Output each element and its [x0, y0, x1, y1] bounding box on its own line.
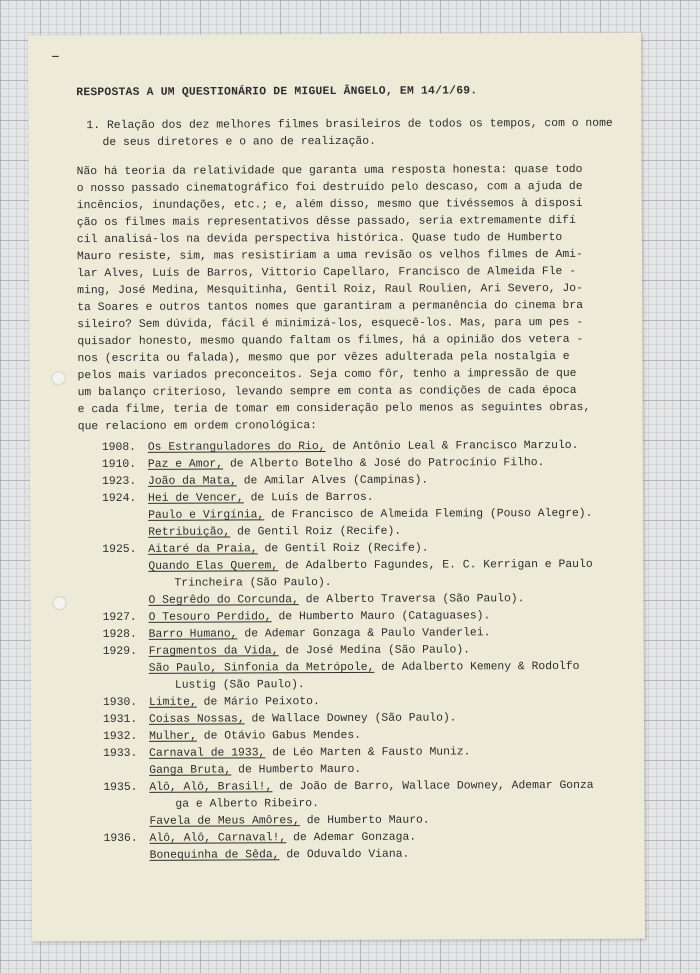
film-year: 1908.: [101, 441, 137, 455]
film-title: Bonequinha de Sêda,: [149, 849, 280, 862]
film-credit: de Francisco de Almeida Fleming (Pouso Alegre).: [264, 507, 593, 522]
film-title: Alô, Alô, Carnaval!,: [149, 832, 287, 845]
paragraph-line: sileiro? Sem dúvida, fácil é minimizá-los, esquecê-los. Mas, para um pes -: [77, 316, 584, 332]
film-credit: de Antônio Leal & Francisco Marzulo.: [325, 439, 579, 454]
film-credit: de João de Barro, Wallace Downey, Ademar Gonza: [272, 779, 594, 794]
paragraph-line: nos (escrita ou falada), mesmo que por vêzes adulterada pela nostalgia e: [77, 350, 570, 366]
film-year: [79, 763, 149, 780]
film-title: Os Estranguladores do Rio,: [147, 441, 326, 454]
film-year: 1910.: [101, 458, 137, 472]
film-credit: de Oduvaldo Viana.: [279, 848, 410, 862]
film-credit: de Léo Marten & Fausto Muniz.: [265, 746, 471, 760]
film-title: Barro Humano,: [148, 628, 238, 641]
film-year: 1927.: [102, 611, 137, 625]
film-year: 1930.: [102, 696, 138, 710]
film-year: [78, 525, 148, 542]
paragraph-line: Não há teoria da relatividade que garanta uma resposta honesta: quase todo: [76, 163, 583, 179]
film-year: [80, 848, 150, 865]
paragraph-line: pelos mais variados preconceitos. Seja como fôr, tenho a impressão de que: [77, 367, 577, 383]
film-credit-continued: Lustig (São Paulo).: [174, 679, 305, 692]
film-credit-continued: ga e Alberto Ribeiro.: [175, 798, 319, 811]
film-year: 1935.: [103, 781, 138, 795]
film-entry: [79, 659, 624, 695]
film-credit: de Alberto Traversa (São Paulo).: [298, 593, 525, 607]
film-year: 1932.: [103, 730, 138, 744]
film-credit: de Humberto Mauro.: [231, 763, 362, 777]
film-title: São Paulo, Sinfonia da Metrópole,: [148, 661, 375, 675]
paragraph-line: que relaciono em ordem cronológica:: [77, 420, 318, 434]
film-title: Favela de Meus Amôres,: [149, 815, 300, 828]
document-text: [76, 83, 624, 877]
film-entry: [79, 778, 624, 814]
film-title: Alô, Alô, Brasil!,: [149, 781, 273, 794]
film-credit: de Wallace Downey (São Paulo).: [244, 712, 457, 726]
film-credit: de Gentil Roiz (Recife).: [257, 542, 429, 556]
film-year: 1923.: [101, 475, 137, 489]
film-year: 1936.: [103, 832, 138, 846]
punch-hole: [52, 596, 66, 610]
film-year: 1928.: [102, 628, 137, 642]
document-page: [28, 33, 645, 942]
paragraph-line: o nosso passado cinematográfico foi destruído pelo descaso, com a ajuda de: [76, 180, 583, 196]
film-entry: [78, 557, 623, 593]
film-entry: [80, 846, 625, 865]
film-credit: de Adalberto Kemeny & Rodolfo: [374, 660, 580, 674]
film-year: [79, 814, 149, 831]
film-credit: de Ademar Gonzaga.: [286, 831, 417, 845]
film-credit: de Humberto Mauro (Cataguases).: [271, 610, 491, 624]
paragraph-line: lar Alves, Luís de Barros, Vittorio Capellaro, Francisco de Almeida Fle -: [77, 265, 577, 281]
film-title: Hei de Vencer,: [148, 492, 244, 505]
film-year: [78, 559, 148, 593]
paragraph-line: incêncios, inundações, etc.; e, além disso, mesmo que tivéssemos à disposi: [76, 197, 583, 213]
film-title: Quando Elas Querem,: [148, 560, 279, 573]
film-credit: de Adalberto Fagundes, E. C. Kerrigan e Paulo: [278, 558, 593, 573]
film-year: 1931.: [102, 713, 138, 727]
film-title: Carnaval de 1933,: [149, 747, 266, 760]
film-title: João da Mata,: [147, 475, 237, 488]
paragraph-line: e cada filme, teria de tomar em consideração pelo menos as seguintes obras,: [77, 401, 591, 417]
film-credit: de Humberto Mauro.: [299, 814, 430, 828]
paragraph-line: ta Soares e outros tantos nomes que garantiram a permanência do cinema bra: [77, 299, 584, 315]
film-title: Fragmentos da Vida,: [148, 645, 279, 658]
film-title: Ganga Bruta,: [149, 764, 232, 777]
film-credit: de Luís de Barros.: [243, 491, 374, 505]
film-title: Limite,: [148, 696, 197, 709]
paragraph-line: um balanço criterioso, levando sempre em conta as condições de cada época: [77, 384, 577, 400]
paragraph-line: quisador honesto, mesmo quando faltam os filmes, há a opinião dos vetera -: [77, 333, 584, 349]
film-year: 1933.: [103, 747, 138, 761]
film-credit: de Mário Peixoto.: [196, 696, 320, 709]
paragraph-line: cil analisá-los na devida perspectiva histórica. Quase tudo de Humberto: [76, 232, 563, 247]
film-year: 1924.: [102, 492, 137, 506]
film-year: [79, 661, 149, 695]
question-1: 1. Relação dos dez melhores filmes brasileiros de todos os tempos, com o nome de seus diretores e o ano de realização.: [86, 117, 613, 150]
film-title: O Segrêdo do Corcunda,: [148, 594, 299, 607]
paragraph-line: ção os filmes mais representativos dêsse passado, seria extremamente difí: [76, 214, 576, 230]
film-year: [78, 593, 148, 610]
punch-hole: [51, 371, 65, 385]
film-title: Retribuição,: [148, 526, 231, 539]
film-title: O Tesouro Perdido,: [148, 611, 272, 624]
film-title: Paz e Amor,: [147, 458, 224, 471]
answer-paragraph: [77, 162, 623, 436]
film-credit: de Gentil Roiz (Recife).: [230, 525, 402, 539]
film-title: Paulo e Virgínia,: [148, 509, 265, 522]
paragraph-line: Mauro resiste, sim, mas resistiriam a uma revisão os velhos filmes de Ami-: [76, 248, 583, 264]
film-credit: de Amilar Alves (Campinas).: [236, 474, 429, 488]
film-title: Coisas Nossas,: [148, 713, 245, 726]
film-credit: de Alberto Botelho & José do Patrocínio Filho.: [223, 457, 545, 471]
document-title: RESPOSTAS A UM QUESTIONÁRIO DE MIGUEL ÂNGELO, EM 14/1/69.: [76, 85, 478, 100]
film-list: [78, 438, 625, 865]
film-year: 1929.: [102, 645, 137, 659]
film-credit: de Otávio Gabus Mendes.: [196, 729, 362, 743]
film-title: Mulher,: [149, 730, 197, 743]
film-credit: de Ademar Gonzaga & Paulo Vanderlei.: [237, 627, 491, 641]
film-credit-continued: Trincheira (São Paulo).: [174, 577, 332, 590]
film-title: Aitaré da Praia,: [148, 543, 258, 556]
film-credit: de José Medina (São Paulo).: [278, 644, 471, 658]
paragraph-line: ming, José Medina, Mesquitinha, Gentil Roiz, Raul Roulien, Ari Severo, Jo-: [77, 282, 583, 298]
film-year: [78, 508, 148, 525]
film-year: 1925.: [102, 543, 137, 557]
corner-mark: —: [52, 51, 59, 64]
